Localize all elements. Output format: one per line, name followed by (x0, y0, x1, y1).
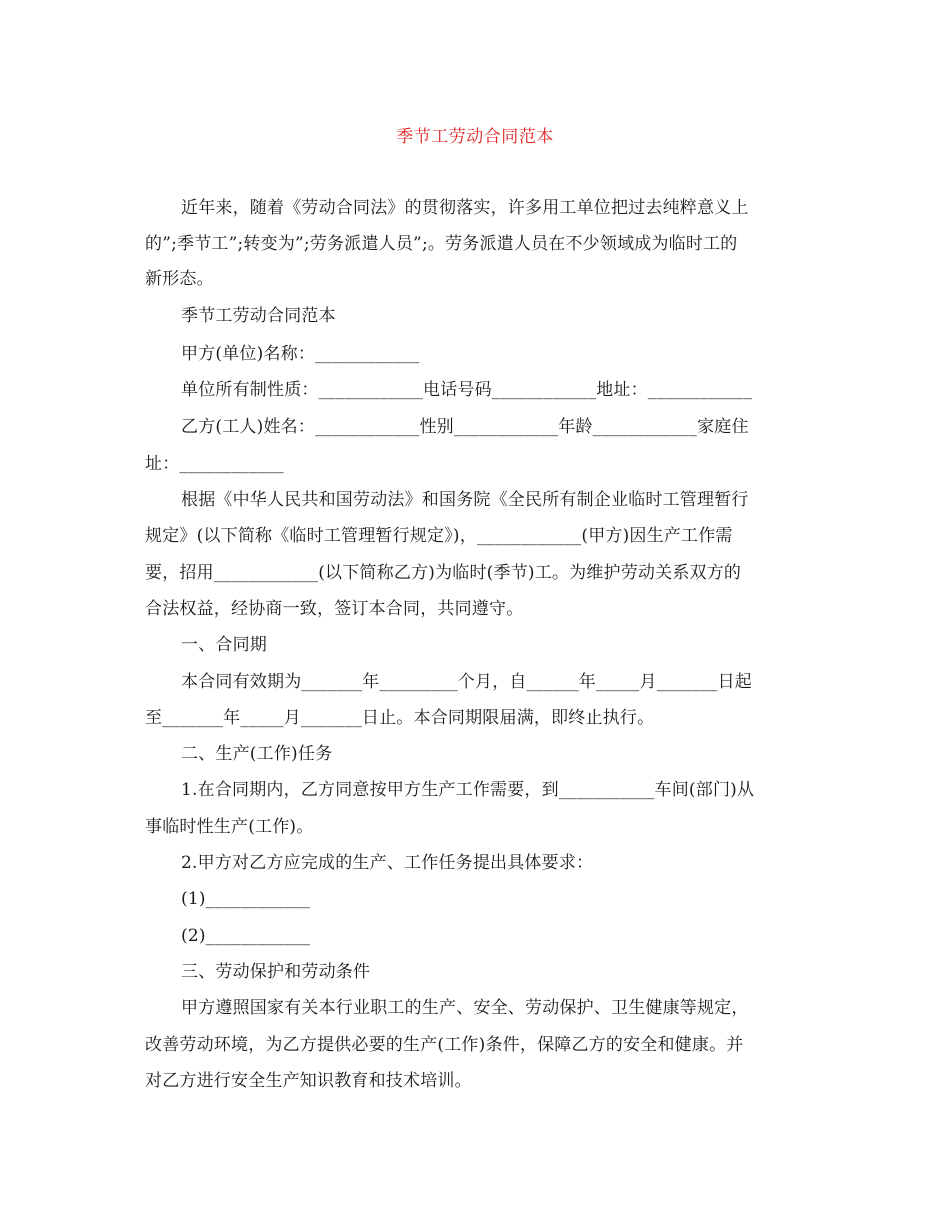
paragraph-line: 的”;季节工”;转变为”;劳务派遣人员”;。劳务派遣人员在不少领域成为临时工的 (145, 234, 738, 254)
section-heading: 季节工劳动合同范本 (181, 306, 336, 326)
party-a-name-field: 甲方(单位)名称：____________ (181, 344, 420, 364)
section-heading: 三、劳动保护和劳动条件 (181, 962, 371, 982)
task-item-field: (2)____________ (181, 926, 311, 946)
task-item-field: (1)____________ (181, 889, 311, 909)
document-title: 季节工劳动合同范本 (396, 127, 554, 147)
paragraph-line: 对乙方进行安全生产知识教育和技术培训。 (145, 1071, 472, 1091)
section-heading: 一、合同期 (181, 635, 267, 655)
paragraph-line: 要，招用____________(以下简称乙方)为临时(季节)工。为维护劳动关系双方的 (145, 563, 742, 583)
party-b-info-field: 乙方(工人)姓名：____________性别____________年龄____________家庭住 (181, 417, 749, 437)
party-a-info-field: 单位所有制性质：____________电话号码____________地址：____________ (181, 380, 753, 400)
paragraph-line: 合法权益，经协商一致，签订本合同，共同遵守。 (145, 599, 524, 619)
paragraph-line: 2.甲方对乙方应完成的生产、工作任务提出具体要求： (181, 853, 594, 873)
paragraph-line: 甲方遵照国家有关本行业职工的生产、安全、劳动保护、卫生健康等规定， (181, 998, 749, 1018)
paragraph-line: 改善劳动环境，为乙方提供必要的生产(工作)条件，保障乙方的安全和健康。并 (145, 1035, 744, 1055)
paragraph-line: 至_______年_____月_______日止。本合同期限届满，即终止执行。 (145, 708, 655, 728)
paragraph-line: 本合同有效期为_______年_________个月，自______年_____月_______日起 (181, 672, 752, 692)
paragraph-line: 新形态。 (145, 269, 214, 289)
paragraph-line: 近年来，随着《劳动合同法》的贯彻落实，许多用工单位把过去纯粹意义上 (181, 198, 749, 218)
paragraph-line: 根据《中华人民共和国劳动法》和国务院《全民所有制企业临时工管理暂行 (181, 490, 749, 510)
paragraph-line: 1.在合同期内，乙方同意按甲方生产工作需要，到___________车间(部门)从 (181, 780, 755, 800)
paragraph-line: 规定》(以下简称《临时工管理暂行规定》)，____________(甲方)因生产工作需 (145, 526, 733, 546)
party-b-address-field: 址：____________ (145, 454, 284, 474)
section-heading: 二、生产(工作)任务 (181, 744, 333, 764)
paragraph-line: 事临时性生产(工作)。 (145, 817, 314, 837)
